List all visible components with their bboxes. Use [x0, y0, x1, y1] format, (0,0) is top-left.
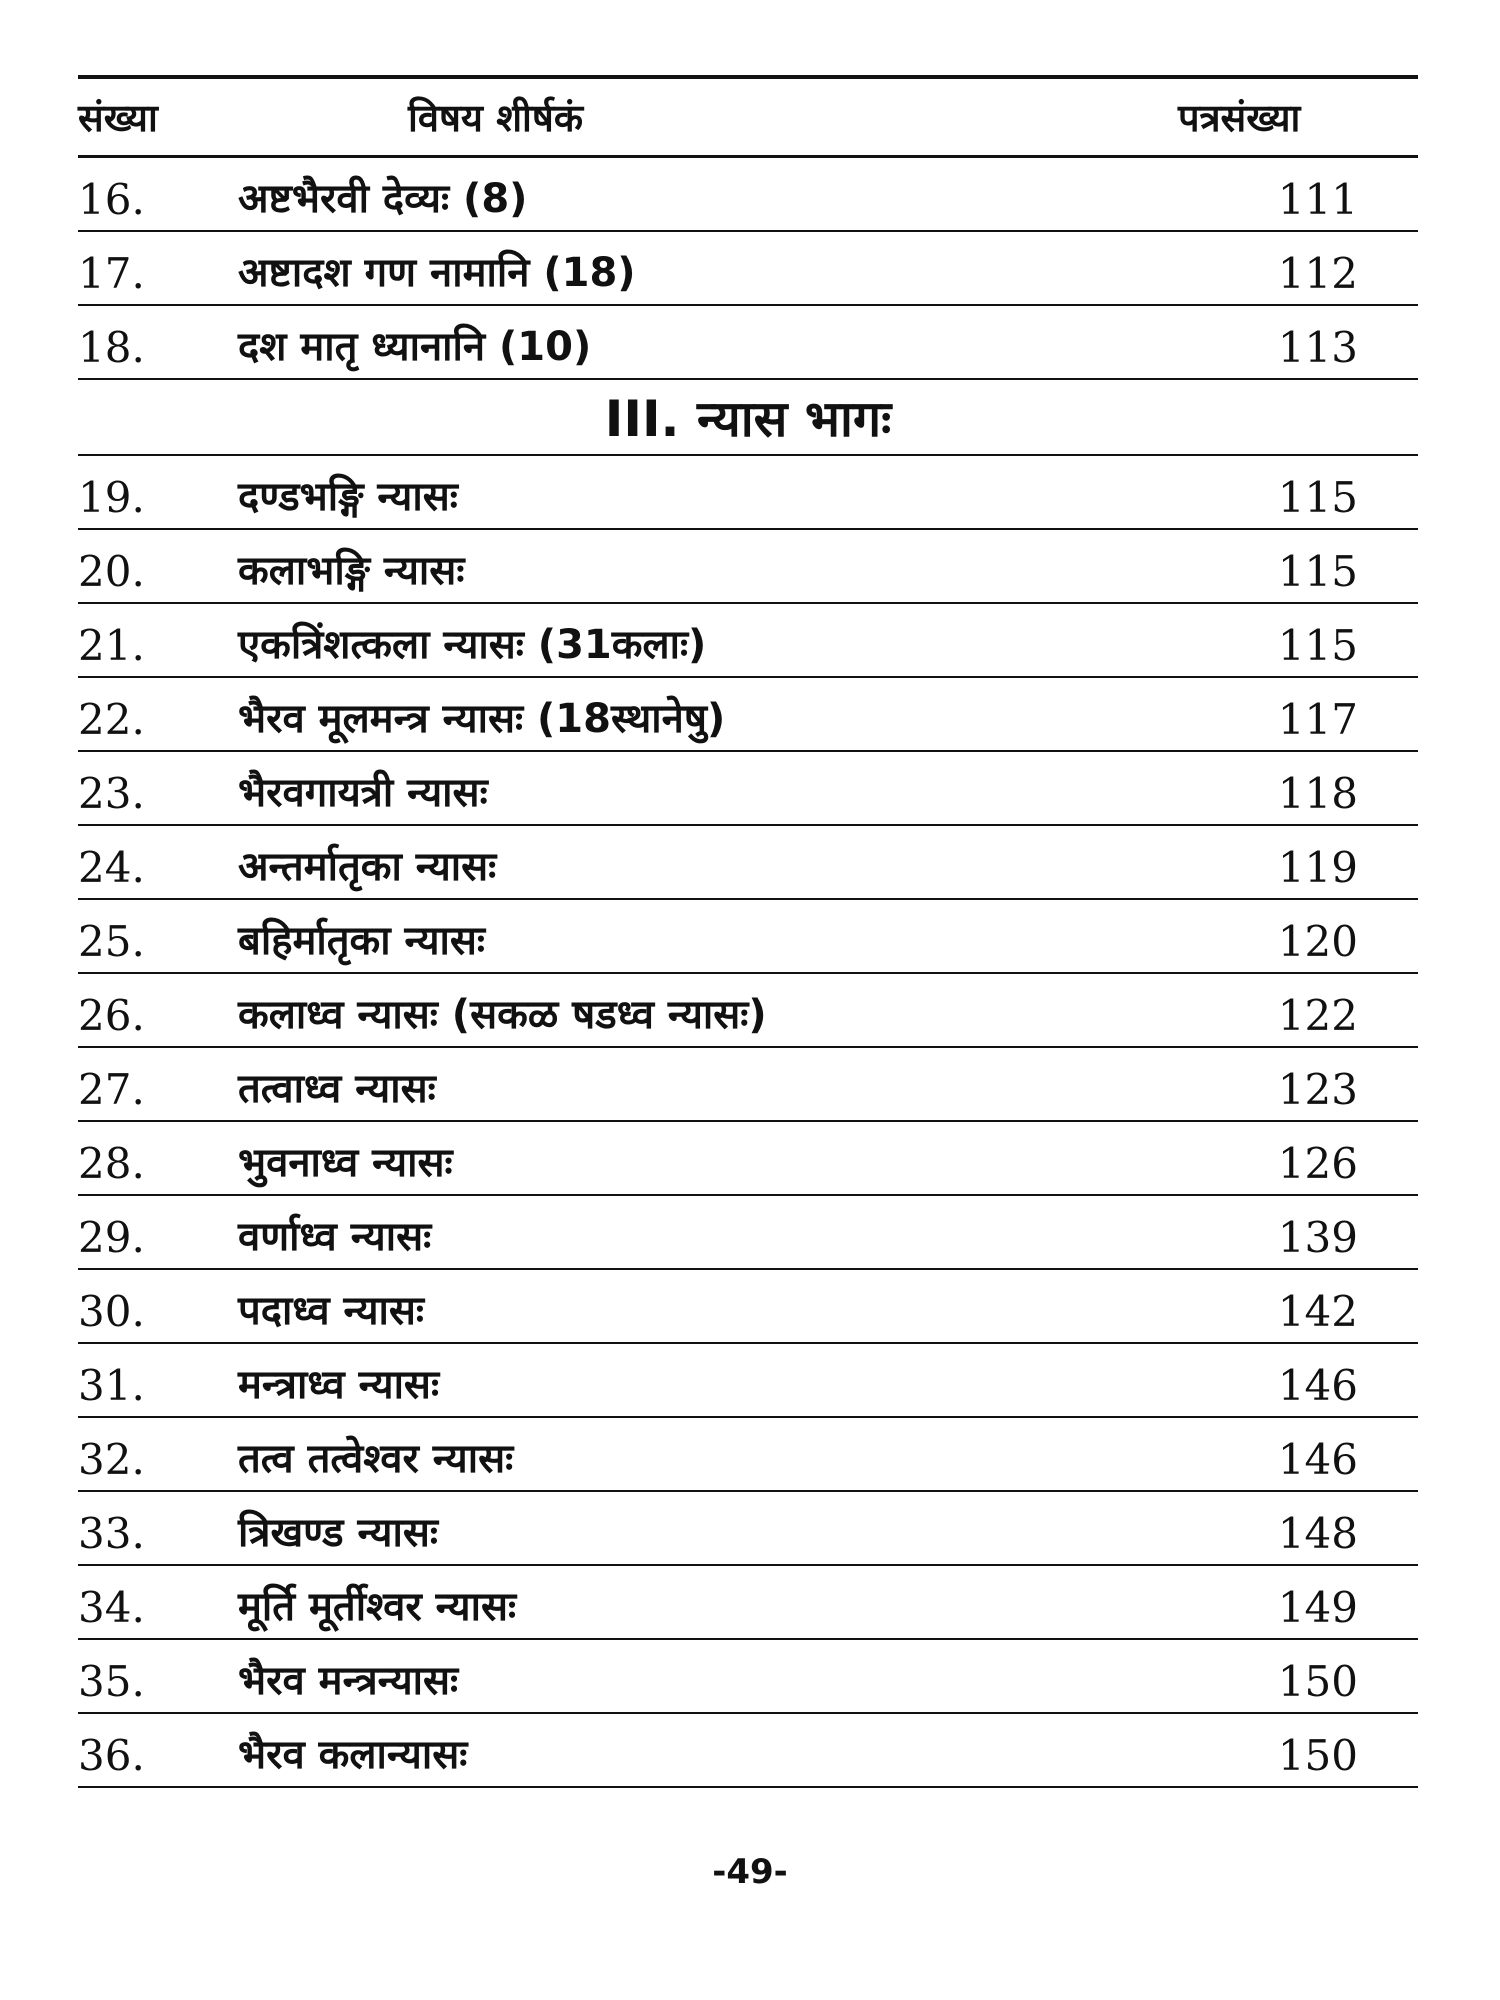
row-title: दण्डभङ्गि न्यासः: [238, 474, 458, 520]
row-number: 36.: [78, 1731, 145, 1780]
row-page: 146: [1277, 1435, 1358, 1484]
row-title: त्रिखण्ड न्यासः: [238, 1510, 438, 1556]
table-row: [78, 306, 1418, 380]
row-title: अष्टभैरवी देव्यः (8): [238, 176, 528, 222]
row-title: भुवनाध्व न्यासः: [238, 1140, 453, 1186]
table-row: [78, 158, 1418, 232]
table-row: [78, 1048, 1418, 1122]
row-number: 18.: [78, 323, 145, 372]
row-page: 150: [1277, 1731, 1358, 1780]
row-page: 117: [1277, 695, 1358, 744]
row-page: 118: [1277, 769, 1358, 818]
header-page-label: पत्रसंख्या: [1178, 96, 1301, 140]
row-page: 115: [1277, 473, 1358, 522]
row-page: 111: [1277, 175, 1358, 224]
row-number: 30.: [78, 1287, 145, 1336]
row-number: 33.: [78, 1509, 145, 1558]
table-row: [78, 1196, 1418, 1270]
row-title: वर्णाध्व न्यासः: [238, 1214, 432, 1260]
table-row: [78, 1566, 1418, 1640]
table-header: [78, 75, 1418, 158]
row-page: 126: [1277, 1139, 1358, 1188]
table-row: [78, 678, 1418, 752]
row-number: 26.: [78, 991, 145, 1040]
row-page: 123: [1277, 1065, 1358, 1114]
row-number: 20.: [78, 547, 145, 596]
table-row: [78, 752, 1418, 826]
row-title: मन्त्राध्व न्यासः: [238, 1362, 440, 1408]
row-title: अन्तर्मातृका न्यासः: [238, 844, 497, 890]
row-page: 142: [1277, 1287, 1358, 1336]
row-title: तत्व तत्वेश्वर न्यासः: [238, 1436, 514, 1482]
row-page: 146: [1277, 1361, 1358, 1410]
table-row: [78, 900, 1418, 974]
row-page: 122: [1277, 991, 1358, 1040]
row-title: कलाभङ्गि न्यासः: [238, 548, 465, 594]
row-page: 115: [1277, 547, 1358, 596]
table-row: [78, 604, 1418, 678]
table-row: [78, 456, 1418, 530]
row-number: 23.: [78, 769, 145, 818]
row-number: 25.: [78, 917, 145, 966]
table-row: [78, 1418, 1418, 1492]
row-number: 21.: [78, 621, 145, 670]
header-number-label: संख्या: [78, 96, 158, 140]
row-number: 24.: [78, 843, 145, 892]
row-title: अष्टादश गण नामानि (18): [238, 250, 636, 296]
table-row: [78, 1492, 1418, 1566]
table-row: [78, 232, 1418, 306]
row-number: 32.: [78, 1435, 145, 1484]
row-page: 115: [1277, 621, 1358, 670]
table-row: [78, 1640, 1418, 1714]
row-page: 139: [1277, 1213, 1358, 1262]
row-number: 17.: [78, 249, 145, 298]
page-number: -49-: [712, 1852, 788, 1892]
table-row: [78, 1714, 1418, 1788]
row-number: 35.: [78, 1657, 145, 1706]
row-page: 150: [1277, 1657, 1358, 1706]
rows-after-section: [78, 456, 1418, 1788]
rows-before-section: [78, 158, 1418, 380]
row-number: 16.: [78, 175, 145, 224]
table-row: [78, 826, 1418, 900]
row-number: 22.: [78, 695, 145, 744]
row-number: 19.: [78, 473, 145, 522]
row-number: 28.: [78, 1139, 145, 1188]
row-page: 112: [1277, 249, 1358, 298]
row-title: तत्वाध्व न्यासः: [238, 1066, 436, 1112]
row-page: 148: [1277, 1509, 1358, 1558]
row-page: 120: [1277, 917, 1358, 966]
row-title: भैरव कलान्यासः: [238, 1732, 468, 1778]
table-of-contents: [78, 75, 1418, 1788]
row-title: एकत्रिंशत्कला न्यासः (31कलाः): [238, 622, 707, 668]
row-page: 113: [1277, 323, 1358, 372]
row-title: बहिर्मातृका न्यासः: [238, 918, 486, 964]
row-title: कलाध्व न्यासः (सकळ षडध्व न्यासः): [238, 992, 767, 1038]
row-number: 27.: [78, 1065, 145, 1114]
section-heading: III. न्यास भागः: [78, 380, 1418, 456]
row-title: भैरव मूलमन्त्र न्यासः (18स्थानेषु): [238, 696, 726, 742]
row-title: दश मातृ ध्यानानि (10): [238, 324, 592, 370]
table-row: [78, 530, 1418, 604]
row-page: 149: [1277, 1583, 1358, 1632]
table-row: [78, 974, 1418, 1048]
table-row: [78, 1344, 1418, 1418]
row-title: पदाध्व न्यासः: [238, 1288, 425, 1334]
row-title: भैरवगायत्री न्यासः: [238, 770, 488, 816]
row-number: 31.: [78, 1361, 145, 1410]
row-title: भैरव मन्त्रन्यासः: [238, 1658, 459, 1704]
header-title-label: विषय शीर्षकं: [408, 96, 584, 140]
row-number: 34.: [78, 1583, 145, 1632]
row-title: मूर्ति मूर्तीश्वर न्यासः: [238, 1584, 517, 1630]
row-number: 29.: [78, 1213, 145, 1262]
table-row: [78, 1122, 1418, 1196]
row-page: 119: [1277, 843, 1358, 892]
table-row: [78, 1270, 1418, 1344]
